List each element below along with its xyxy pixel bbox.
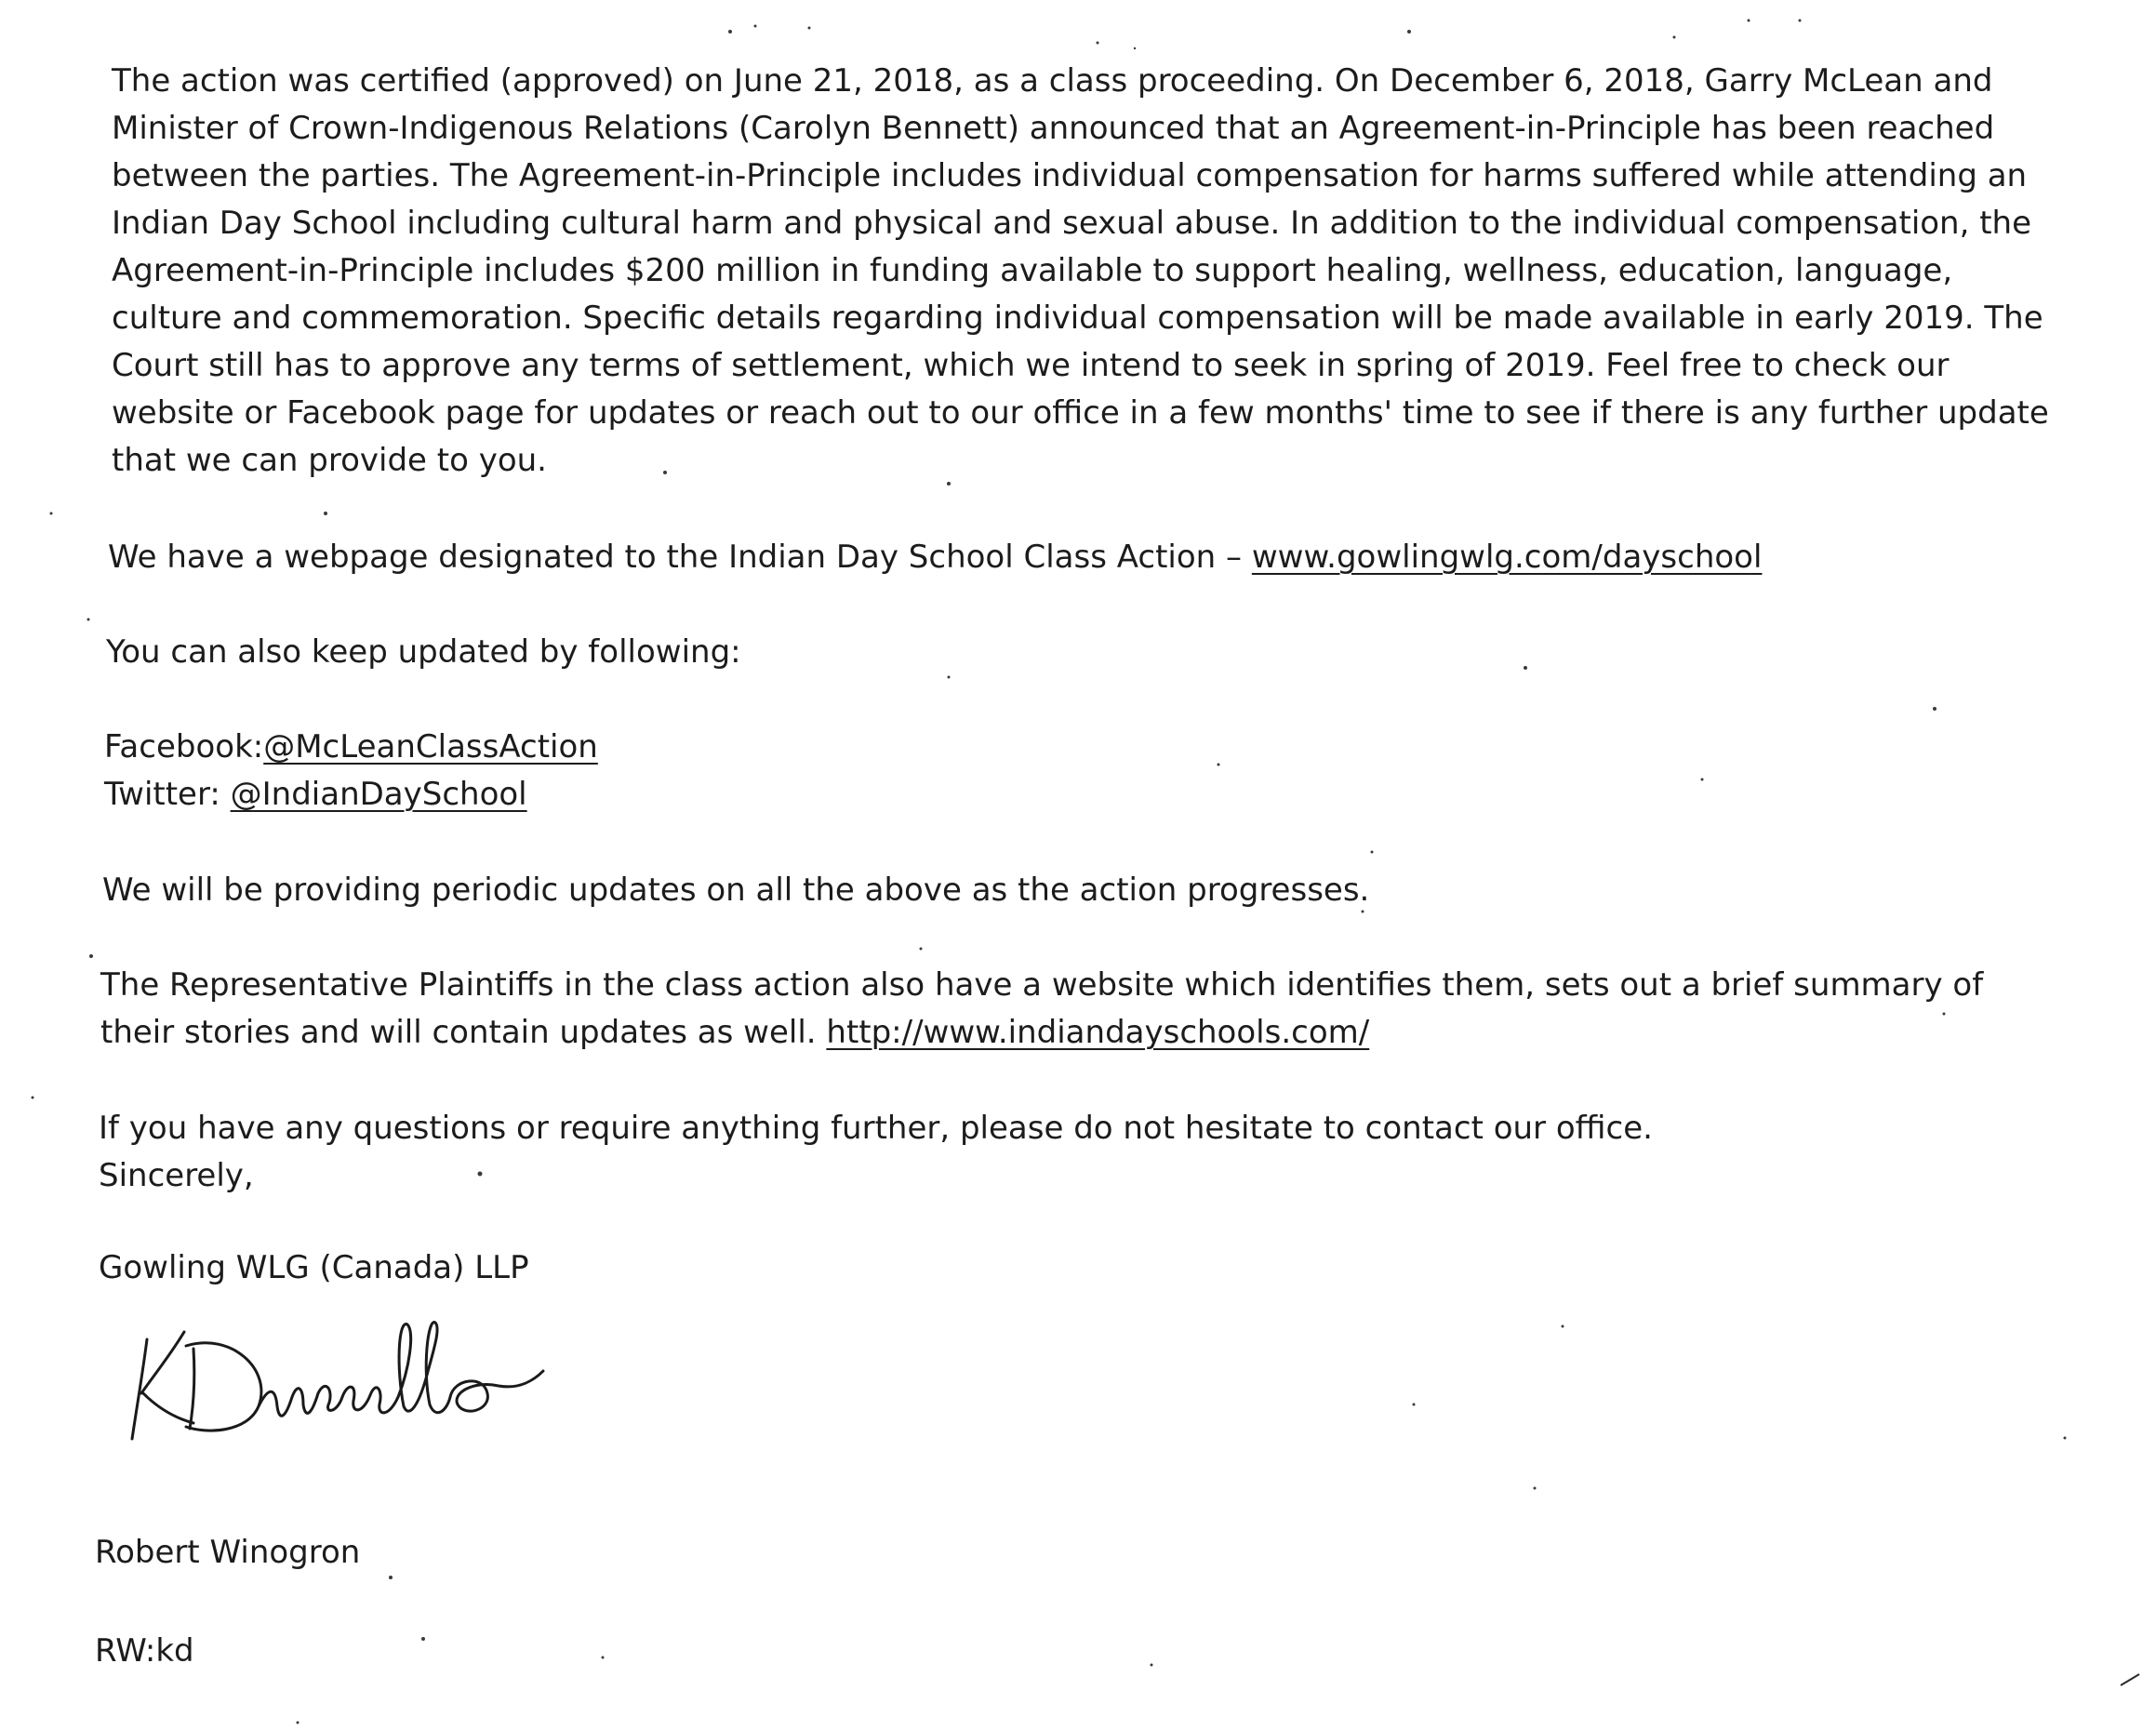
twitter-handle-link[interactable]: @IndianDaySchool (230, 776, 527, 813)
plaintiffs-text: their stories and will contain updates as well. (100, 1014, 827, 1051)
plaintiffs-website-link[interactable]: http://www.indiandayschools.com/ (826, 1014, 1370, 1051)
updates-note: We will be providing periodic updates on all the above as the action progresses. (102, 872, 1370, 909)
intro-line: Indian Day School including cultural harm and physical and sexual abuse. In addition to the individual compensation, the (112, 205, 2032, 242)
intro-line: between the parties. The Agreement-in-Principle includes individual compensation for harms suffered while attending an (112, 157, 2028, 194)
intro-line: culture and commemoration. Specific details regarding individual compensation will be made available in early 2019. The (112, 299, 2043, 337)
closing-block (99, 1105, 1653, 1200)
intro-paragraph (112, 58, 2049, 485)
facebook-line (104, 724, 598, 771)
firm-name: Gowling WLG (Canada) LLP (99, 1249, 529, 1286)
closing-question: If you have any questions or require anything further, please do not hesitate to contact our office. (99, 1110, 1653, 1147)
twitter-label: Twitter: (104, 776, 231, 813)
signature-image (119, 1304, 566, 1462)
facebook-handle-link[interactable]: @McLeanClassAction (263, 728, 598, 765)
closing-salutation: Sincerely, (99, 1157, 254, 1194)
intro-line: Agreement-in-Principle includes $200 million in funding available to support healing, wellness, education, language, (112, 252, 1953, 289)
webpage-paragraph (108, 534, 1762, 581)
facebook-label: Facebook: (104, 728, 264, 765)
webpage-text: We have a webpage designated to the Indian Day School Class Action – (108, 539, 1252, 576)
intro-line: that we can provide to you. (112, 442, 547, 479)
webpage-link[interactable]: www.gowlingwlg.com/dayschool (1251, 539, 1763, 576)
plaintiffs-paragraph (100, 962, 1983, 1057)
signatory-name: Robert Winogron (95, 1534, 361, 1571)
reference-initials: RW:kd (95, 1632, 194, 1670)
intro-line: website or Facebook page for updates or reach out to our office in a few months' time to see if there is any further update (112, 394, 2049, 432)
twitter-line (104, 771, 598, 818)
plaintiffs-line-2 (100, 1009, 1983, 1057)
plaintiffs-line-1: The Representative Plaintiffs in the class action also have a website which identifies them, sets out a brief summary of (100, 966, 1984, 1004)
social-block (104, 724, 598, 818)
follow-intro: You can also keep updated by following: (106, 633, 741, 671)
intro-line: Court still has to approve any terms of settlement, which we intend to seek in spring of 2019. Feel free to check our (112, 347, 1950, 384)
intro-line: The action was certified (approved) on June 21, 2018, as a class proceeding. On December 6, 2018, Garry McLean and (112, 62, 1993, 100)
intro-line: Minister of Crown-Indigenous Relations (Carolyn Bennett) announced that an Agreement-in-Principle has been reached (112, 110, 1995, 147)
